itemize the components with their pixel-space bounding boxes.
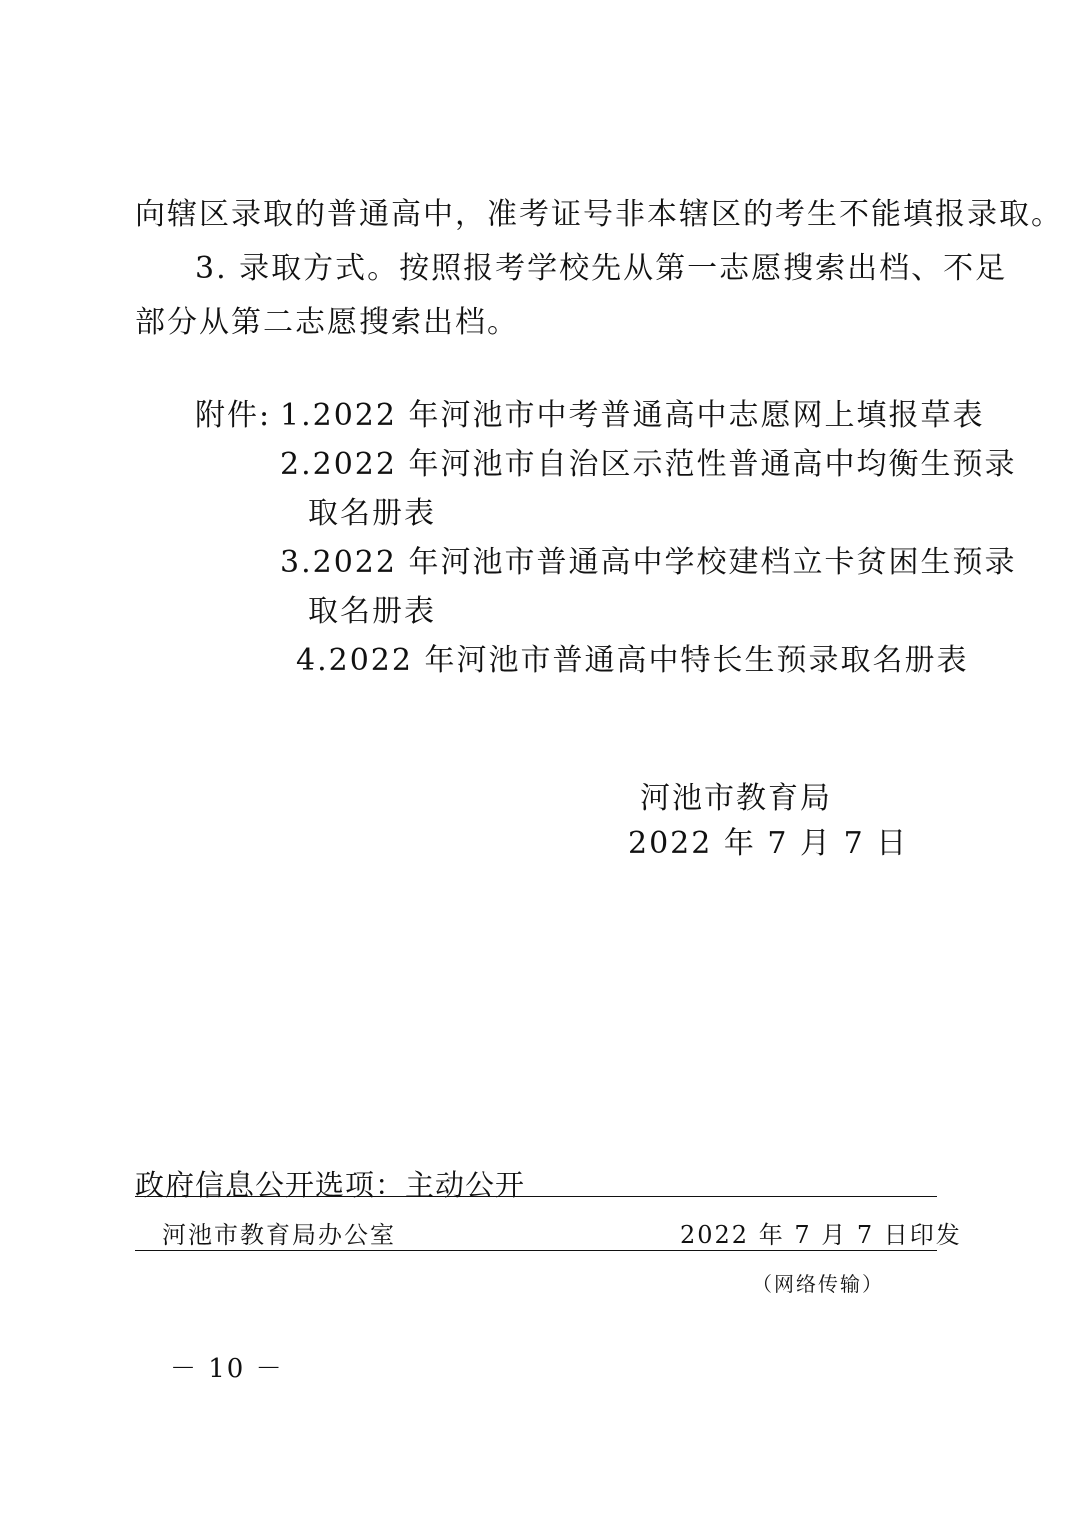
attachment-item-3: 3.2022 年河池市普通高中学校建档立卡贫困生预录 [280, 545, 1017, 580]
attachment-item-2: 2.2022 年河池市自治区示范性普通高中均衡生预录 [280, 447, 1017, 482]
signature-org: 河池市教育局 [640, 781, 832, 816]
disclosure-option: 政府信息公开选项：主动公开 [135, 1168, 526, 1202]
signature-date: 2022 年 7 月 7 日 [628, 826, 909, 861]
attachment-item-2-cont: 取名册表 [308, 496, 436, 531]
footer-rule-bottom [135, 1250, 937, 1251]
attachments-label: 附件: [195, 398, 272, 433]
attachment-item-1: 1.2022 年河池市中考普通高中志愿网上填报草表 [280, 398, 985, 433]
issue-date: 2022 年 7 月 7 日印发 [680, 1221, 962, 1249]
attachment-item-4: 4.2022 年河池市普通高中特长生预录取名册表 [296, 643, 969, 678]
transmission-note: （网络传输） [752, 1272, 884, 1296]
footer-rule-top [135, 1196, 937, 1197]
attachment-item-3-cont: 取名册表 [308, 594, 436, 629]
page-number: － 10 － [170, 1354, 284, 1384]
body-line-3: 部分从第二志愿搜索出档。 [135, 305, 519, 340]
issuer-office: 河池市教育局办公室 [162, 1221, 396, 1249]
body-line-1: 向辖区录取的普通高中，准考证号非本辖区的考生不能填报录取。 [135, 197, 1063, 232]
body-line-2: 3. 录取方式。按照报考学校先从第一志愿搜索出档、不足 [195, 251, 1008, 286]
